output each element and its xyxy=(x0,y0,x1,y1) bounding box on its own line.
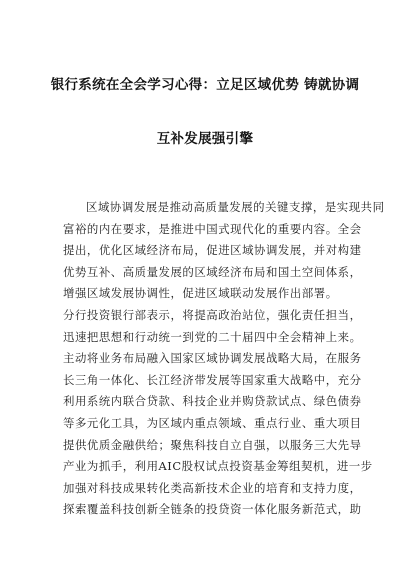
body-line: 提出，优化区域经济布局，促进区域协调发展，并对构建 xyxy=(63,243,362,258)
document-body xyxy=(63,197,385,521)
body-line: 探索覆盖科技创新全链条的投贷资一体化服务新范式，助 xyxy=(63,502,362,517)
body-line: 分行投资银行部表示，将提高政治站位，强化责任担当， xyxy=(63,307,362,322)
body-line: 迅速把思想和行动统一到党的二十届四中全会精神上来。 xyxy=(63,329,362,344)
body-line: 区域协调发展是推动高质量发展的关键支撑，是实现共同 xyxy=(86,200,385,214)
document-title-line-1: 银行系统在全会学习心得：立足区域优势 铸就协调 xyxy=(50,77,360,93)
document-title-line-2: 互补发展强引擎 xyxy=(156,131,254,147)
body-line: 产业为抓手，利用AIC股权试点投资基金筹组契机，进一步 xyxy=(63,459,373,474)
body-line: 增强区域发展协调性，促进区域联动发展作出部署。 xyxy=(63,286,338,301)
body-line: 等多元化工具，为区域内重点领域、重点行业、重大项目 xyxy=(63,415,362,430)
body-line: 富裕的内在要求，是推进中国式现代化的重要内容。全会 xyxy=(63,221,362,236)
body-line: 长三角一体化、长江经济带发展等国家重大战略中，充分 xyxy=(63,372,362,387)
body-line: 加强对科技成果转化类高新技术企业的培育和支持力度， xyxy=(63,480,362,495)
body-line: 优势互补、高质量发展的区域经济布局和国土空间体系， xyxy=(63,264,362,279)
body-line: 利用系统内联合贷款、科技企业并购贷款试点、绿色债券 xyxy=(63,394,362,409)
body-line: 主动将业务布局融入国家区域协调发展战略大局，在服务 xyxy=(63,351,362,366)
body-line: 提供优质金融供给；聚焦科技自立自强，以服务三大先导 xyxy=(63,437,362,452)
